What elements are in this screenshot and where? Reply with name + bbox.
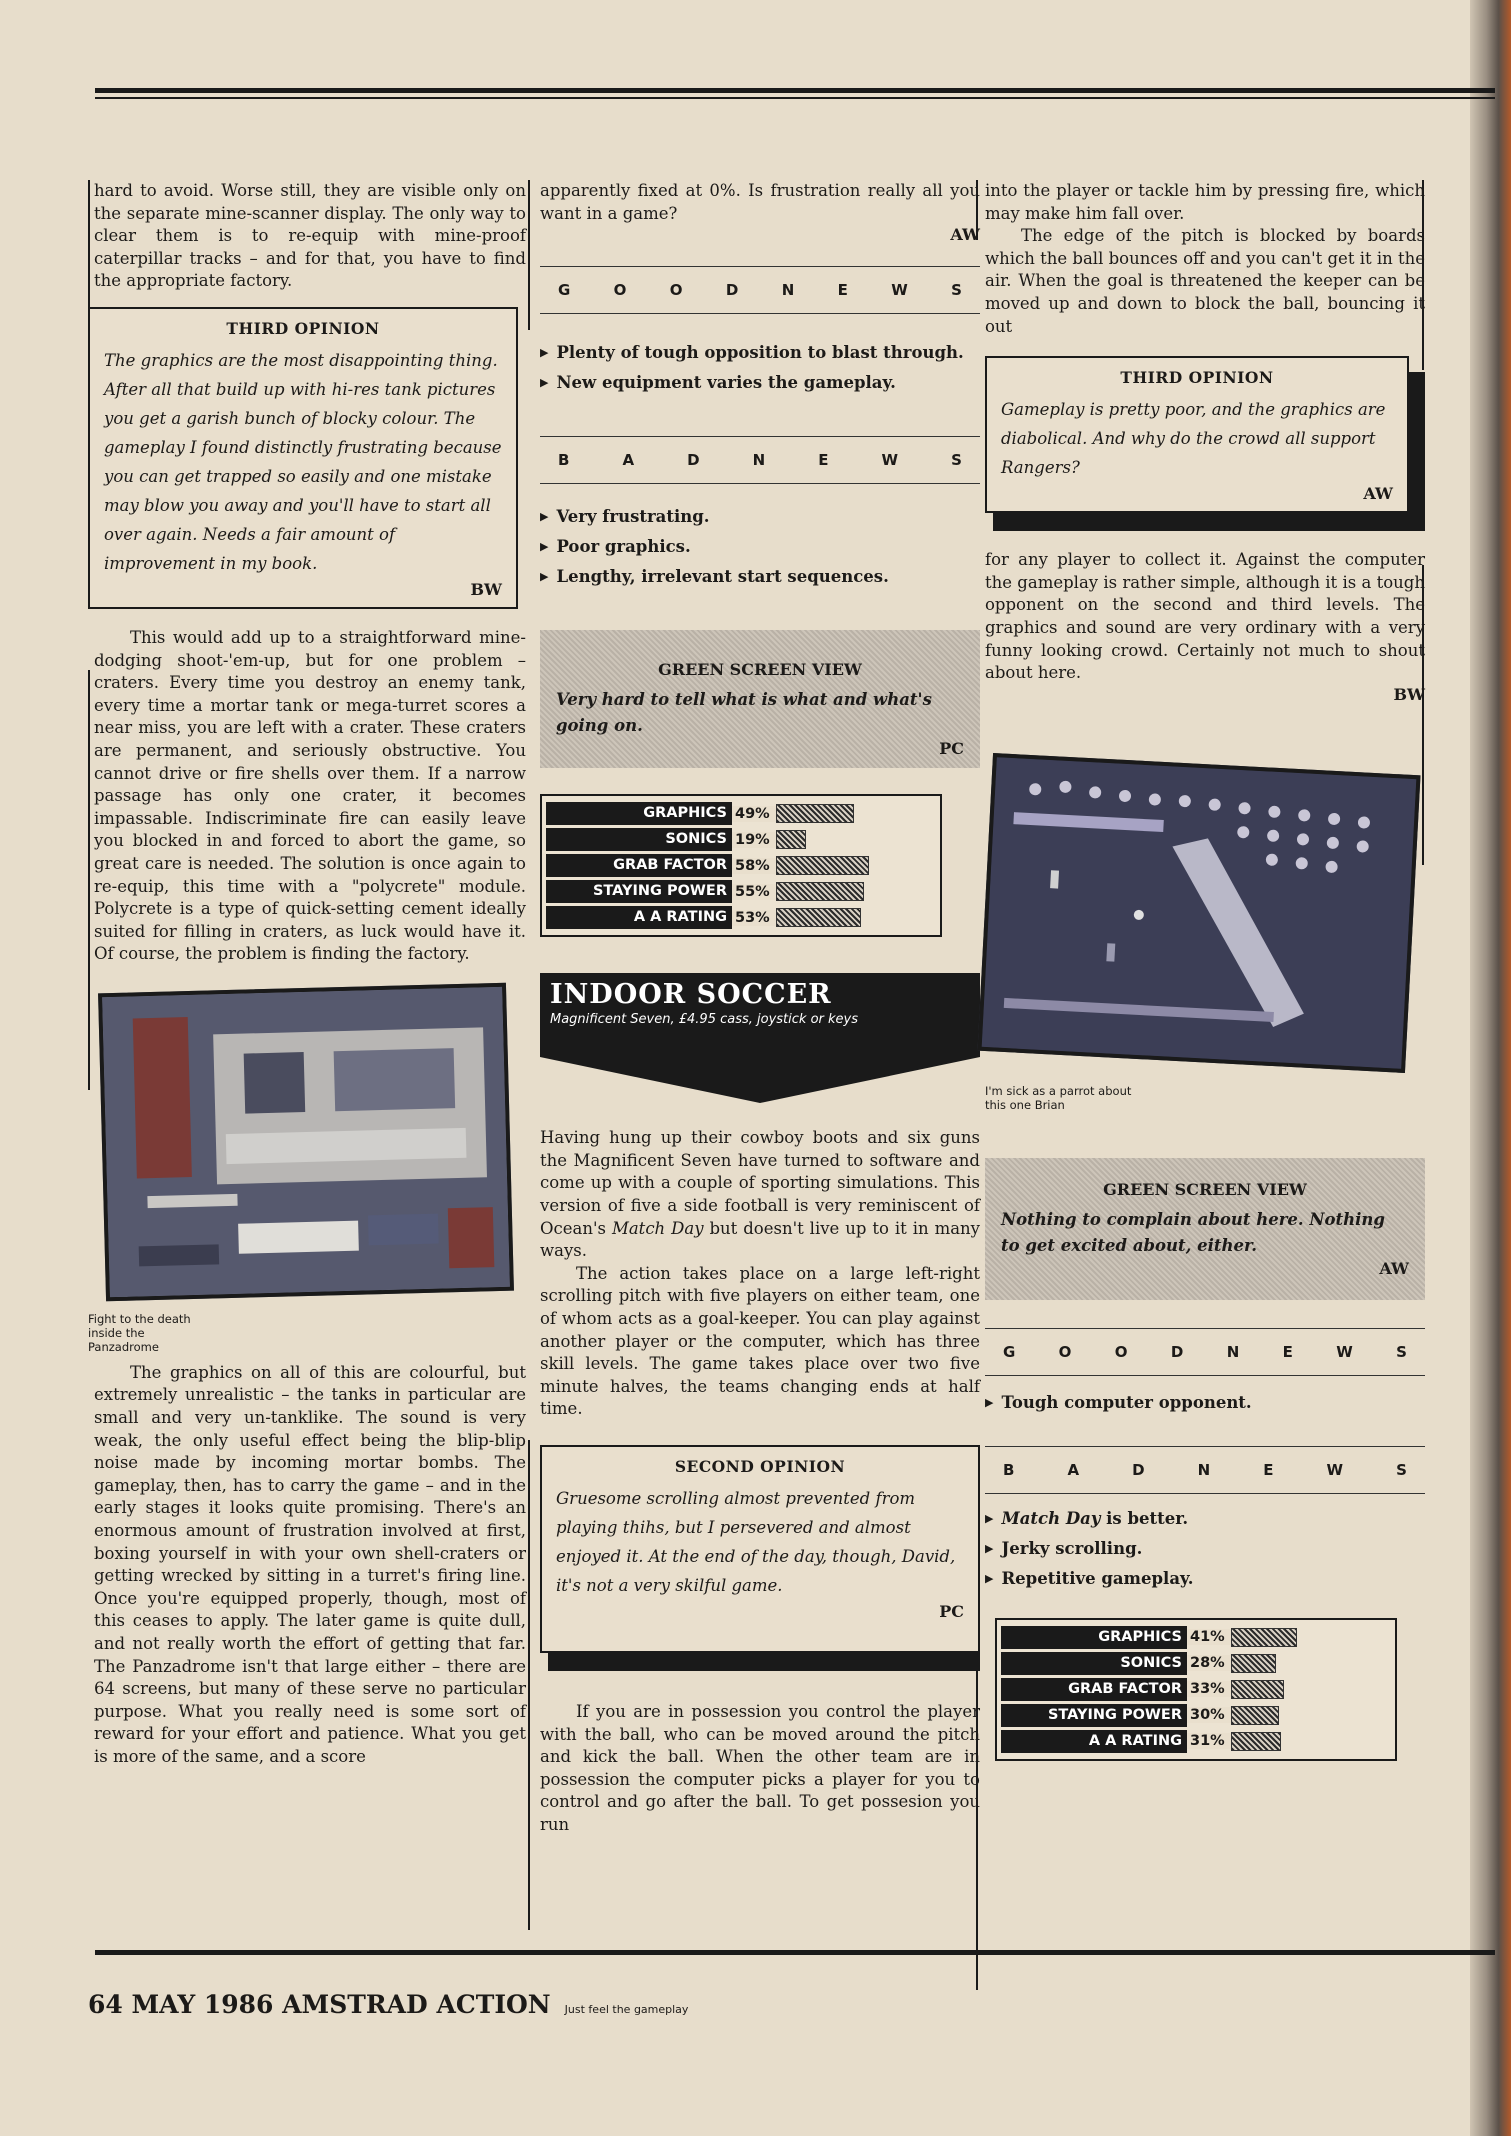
body-text: The graphics on all of this are colourful, but extremely unrealistic – the tanks in particular are small and very un-tanklike. The sound is very weak, the only useful effect being the blip-blip noise made by incoming mortar bombs. The gameplay, then, has to carry the game – and in the early stages it looks quite promising. There's an enormous amount of frustration involved at first, boxing yourself in with your own shell-craters or getting wrecked by sitting in a turret's firing line. Once you're equipped properly, though, most of this ceases to apply. The later game is quite dull, and not really worth the effort of getting that far. The Panzadrome isn't that large either – there are 64 screens, but many of these serve no particular purpose. What you really need is some sort of reward for your effort and patience. What you get is more of the same, and a score (94, 1362, 526, 1766)
opinion-text: The graphics are the most disappointing thing. After all that build up with hi-res tank pictures you get a garish bunch of blocky colour. The gameplay I found distinctly frustrating because you can get trapped so easily and one mistake may blow you away and you'll have to start all over again. Needs a fair amount of improvement in my book. (104, 350, 502, 573)
opinion-title: THIRD OPINION (226, 318, 380, 338)
body-text: for any player to collect it. Against the computer the gameplay is rather simple, although it is a tough opponent on the second and third levels. The graphics and sound are very ordinary with a very funny looking crowd. Certainly not much to shout about here. (985, 550, 1425, 683)
screenshot-caption: Fight to the death inside the Panzadrome (88, 1311, 191, 1354)
second-opinion-box (540, 1445, 980, 1671)
good-news-item: ▶ Tough computer opponent. (985, 1390, 1425, 1416)
page-footer (88, 1990, 688, 2019)
rating-label: SONICS (546, 828, 732, 851)
rating-bar (776, 804, 854, 823)
rating-row (546, 905, 936, 930)
rating-value: 31% (1187, 1733, 1231, 1749)
bad-news-list (985, 1506, 1425, 1592)
news-header-letter: W (1326, 1460, 1344, 1479)
rating-bar (1231, 1654, 1276, 1673)
ratings-panel (540, 794, 942, 937)
rating-value: 19% (732, 832, 776, 848)
bad-news-item: ▶ Match Day is better. (985, 1506, 1425, 1532)
rating-row (546, 827, 936, 852)
bad-news-item: ▶ Lengthy, irrelevant start sequences. (540, 564, 980, 590)
news-header-letter: W (891, 281, 908, 300)
rating-row (1001, 1625, 1391, 1650)
news-header-letter: S (1396, 1460, 1407, 1479)
news-header-letter: B (1003, 1460, 1015, 1479)
rating-bar (776, 830, 806, 849)
green-screen-title: GREEN SCREEN VIEW (1103, 1179, 1307, 1199)
opinion-signature: PC (939, 1601, 964, 1621)
news-header-letter: N (781, 281, 795, 300)
bad-news-item: ▶ Jerky scrolling. (985, 1536, 1425, 1562)
news-header-letter: A (1067, 1460, 1080, 1479)
rating-row (1001, 1677, 1391, 1702)
rating-label: SONICS (1001, 1652, 1187, 1675)
box-shadow-side (1409, 372, 1425, 531)
news-header-letter: A (622, 451, 635, 470)
game-title: INDOOR SOCCER (550, 979, 832, 1011)
game-title-banner (540, 973, 980, 1103)
column-3 (985, 180, 1425, 1761)
rating-value: 33% (1187, 1681, 1231, 1697)
rating-value: 41% (1187, 1629, 1231, 1645)
rating-row (1001, 1651, 1391, 1676)
green-screen-signature: PC (939, 739, 964, 759)
third-opinion-box (88, 307, 518, 609)
rating-label: A A RATING (546, 906, 732, 929)
body-text: into the player or tackle him by pressing fire, which may make him fall over. (985, 181, 1425, 223)
footer-text: 64 MAY 1986 AMSTRAD ACTION (88, 1990, 551, 2019)
rating-row (1001, 1703, 1391, 1728)
rating-bar (1231, 1628, 1297, 1647)
news-header-letter: O (1058, 1342, 1072, 1361)
news-header-letter: O (669, 281, 683, 300)
rating-label: GRAB FACTOR (1001, 1678, 1187, 1701)
news-header-letter: N (1197, 1460, 1211, 1479)
rating-bar (776, 908, 861, 927)
rating-label: A A RATING (1001, 1730, 1187, 1753)
good-news-header (985, 1328, 1425, 1376)
body-text: The edge of the pitch is blocked by boards which the ball bounces off and you can't get it in the air. When the goal is threatened the keeper can be moved up and down to block the ball, bouncing it out (985, 226, 1426, 336)
news-header-letter: D (1132, 1460, 1145, 1479)
ratings-panel (995, 1618, 1397, 1761)
rating-value: 53% (732, 910, 776, 926)
rating-label: GRAPHICS (1001, 1626, 1187, 1649)
rating-value: 55% (732, 884, 776, 900)
signature: BW (1393, 684, 1425, 704)
news-header-letter: G (558, 281, 571, 300)
rating-row (546, 801, 936, 826)
rating-label: STAYING POWER (546, 880, 732, 903)
news-header-letter: O (613, 281, 627, 300)
bad-news-item: ▶ Very frustrating. (540, 504, 980, 530)
good-news-header (540, 266, 980, 314)
body-text: This would add up to a straightforward mine-dodging shoot-'em-up, but for one problem – craters. Every time you destroy an enemy tank, every time a mortar tank or mega-turret scores a near miss, you are left with a crater. These craters are permanent, and seriously obstructive. You cannot drive or fire shells over them. If a narrow passage has only one crater, it becomes impassable. Indiscriminate fire can easily leave you blocked in and forced to abort the game, so great care is needed. The solution is once again to re-equip, this time with a "polycrete" module. Polycrete is a type of quick-setting cement ideally suited for filling in craters, as luck would have it. Of course, the problem is finding the factory. (94, 627, 526, 964)
footer-tagline: Just feel the gameplay (564, 2003, 689, 2016)
rating-bar (776, 856, 869, 875)
third-opinion-box (985, 356, 1425, 531)
opinion-text: Gameplay is pretty poor, and the graphics are diabolical. And why do the crowd all support Rangers? (1001, 400, 1386, 478)
rating-bar (1231, 1732, 1281, 1751)
news-header-letter: D (1170, 1342, 1184, 1361)
rating-label: STAYING POWER (1001, 1704, 1187, 1727)
rating-label: GRAB FACTOR (546, 854, 732, 877)
bad-news-header (540, 436, 980, 484)
news-header-letter: E (1263, 1460, 1274, 1479)
rating-value: 49% (732, 806, 776, 822)
signature: AW (950, 225, 980, 245)
bad-news-item: ▶ Poor graphics. (540, 534, 980, 560)
good-news-item: ▶ New equipment varies the gameplay. (540, 370, 980, 396)
news-header-letter: S (951, 451, 962, 470)
green-screen-view-box (985, 1158, 1425, 1300)
opinion-title: SECOND OPINION (674, 1456, 846, 1476)
body-text: apparently fixed at 0%. Is frustration really all you want in a game? (540, 181, 980, 223)
good-news-list (540, 340, 980, 396)
news-header-letter: W (1336, 1342, 1353, 1361)
panzadrome-screenshot (98, 983, 514, 1302)
banner-chevron (540, 1057, 980, 1103)
body-text: If you are in possession you control the player with the ball, who can be moved around the pitch and kick the ball. When the other team are in possession the computer picks a player for you to control and go after the ball. To get possesion you run (540, 1701, 980, 1834)
news-header-letter: O (1114, 1342, 1128, 1361)
news-header-letter: D (687, 451, 700, 470)
good-news-item: ▶ Plenty of tough opposition to blast through. (540, 340, 980, 366)
body-text: hard to avoid. Worse still, they are visible only on the separate mine-scanner display. The only way to clear them is to re-equip with mine-proof caterpillar tracks – and for that, you have to find the appropriate factory. (94, 181, 526, 291)
rating-row (1001, 1729, 1391, 1754)
box-shadow (993, 513, 1425, 531)
green-screen-signature: AW (1379, 1258, 1409, 1278)
news-header-letter: N (752, 451, 766, 470)
rating-value: 30% (1187, 1707, 1231, 1723)
news-header-letter: S (951, 281, 962, 300)
news-header-letter: G (1003, 1342, 1016, 1361)
top-rule-thin (95, 97, 1495, 99)
rating-label: GRAPHICS (546, 802, 732, 825)
game-screen-image (102, 987, 510, 1297)
green-screen-text: Nothing to complain about here. Nothing to get excited about, either. (1001, 1209, 1385, 1255)
column-rule (528, 180, 530, 330)
column-2 (540, 180, 980, 1836)
top-rule (95, 88, 1495, 93)
opinion-text: Gruesome scrolling almost prevented from playing thihs, but I persevered and almost enjoyed it. At the end of the day, though, David, it's not a very skilful game. (556, 1488, 956, 1595)
game-screen-image (982, 757, 1417, 1069)
body-text: Having hung up their cowboy boots and six guns the Magnificent Seven have turned to software and come up with a couple of sporting simulations. This version of five a side football is very reminiscent of Ocean's Match Day but doesn't live up to it in many ways. (540, 1128, 981, 1261)
news-header-letter: E (818, 451, 829, 470)
rating-bar (1231, 1706, 1279, 1725)
news-header-letter: B (558, 451, 570, 470)
column-rule (528, 1440, 530, 1930)
rating-bar (1231, 1680, 1284, 1699)
green-screen-title: GREEN SCREEN VIEW (658, 660, 862, 680)
column-1 (88, 180, 526, 1769)
bottom-rule (95, 1950, 1495, 1955)
news-header-letter: E (837, 281, 848, 300)
box-shadow (548, 1653, 980, 1671)
page-edge (1470, 0, 1511, 2136)
green-screen-view-box (540, 630, 980, 768)
news-header-letter: N (1226, 1342, 1240, 1361)
bad-news-list (540, 504, 980, 590)
rating-value: 28% (1187, 1655, 1231, 1671)
bad-news-header (985, 1446, 1425, 1494)
good-news-list (985, 1390, 1425, 1416)
game-publisher-info: Magnificent Seven, £4.95 cass, joystick or keys (550, 1012, 858, 1028)
opinion-signature: AW (1363, 484, 1393, 504)
rating-row (546, 879, 936, 904)
news-header-letter: S (1396, 1342, 1407, 1361)
rating-bar (776, 882, 864, 901)
body-text: The action takes place on a large left-right scrolling pitch with five players on either team, one of whom acts as a goal-keeper. You can play against another player or the computer, which has three skill levels. The game takes place over two five minute halves, the teams changing ends at half time. (540, 1263, 980, 1419)
news-header-letter: W (881, 451, 899, 470)
bad-news-item: ▶ Repetitive gameplay. (985, 1566, 1425, 1592)
rating-row (546, 853, 936, 878)
news-header-letter: E (1282, 1342, 1293, 1361)
news-header-letter: D (725, 281, 739, 300)
opinion-title: THIRD OPINION (1120, 368, 1274, 388)
screenshot-caption: I'm sick as a parrot about this one Brian (985, 1083, 1132, 1112)
opinion-signature: BW (470, 579, 502, 599)
green-screen-text: Very hard to tell what is what and what's going on. (556, 690, 932, 736)
rating-value: 58% (732, 858, 776, 874)
indoor-soccer-screenshot (977, 753, 1420, 1073)
